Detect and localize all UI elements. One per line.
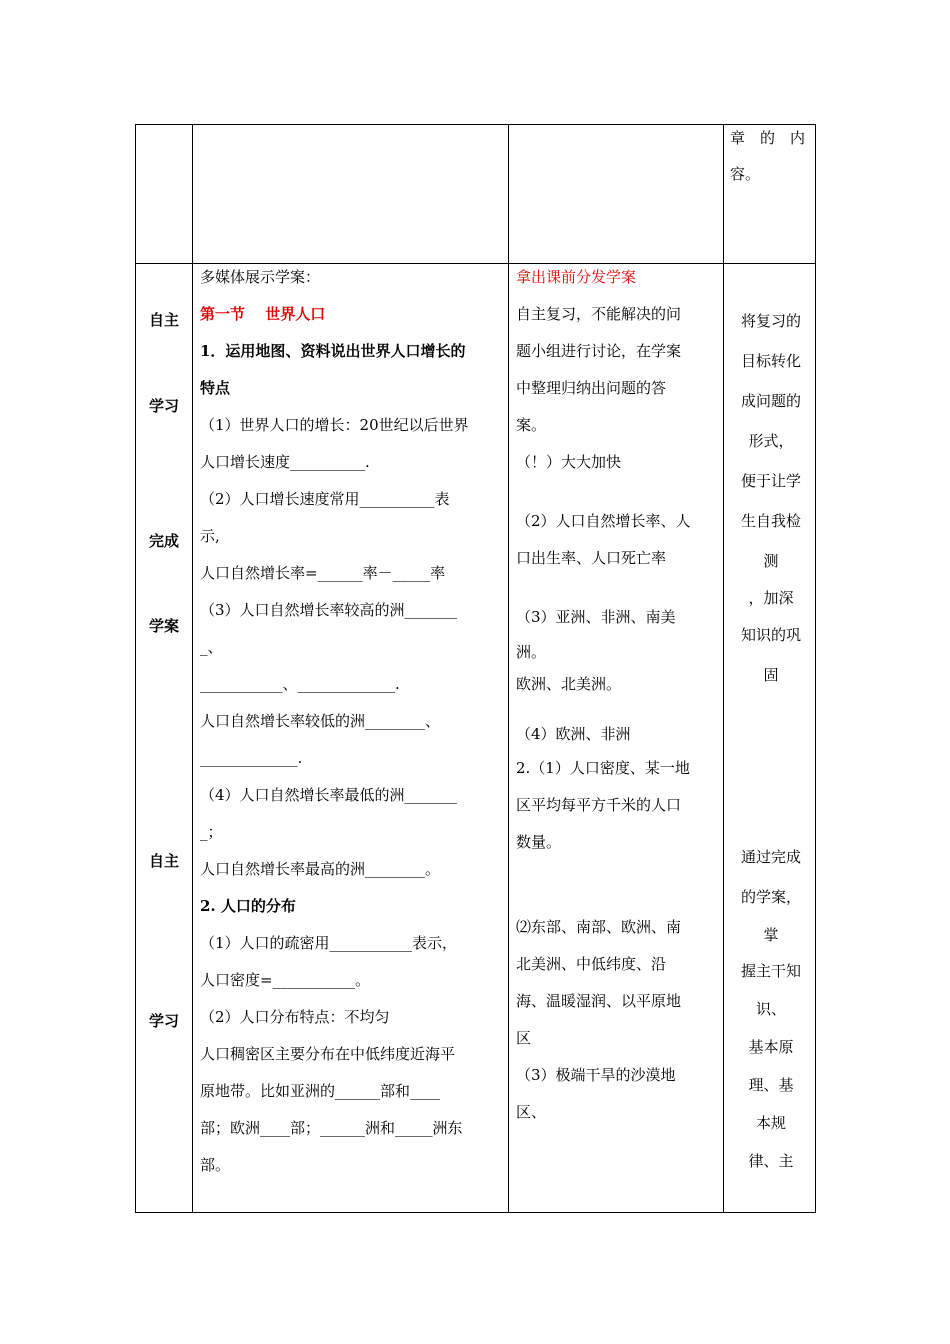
design-intent [730, 301, 812, 1181]
answer-line: 数量。 [516, 833, 562, 851]
intent-line: 目标转化 [740, 352, 801, 370]
worksheet-line: 示, [200, 527, 220, 545]
answer-line: 欧洲、北美洲。 [516, 675, 622, 693]
intent-line: 握主干知 [740, 962, 801, 980]
intent-line: 理、基 [748, 1076, 794, 1094]
table-left-border [135, 124, 136, 1213]
intent-line: 知识的巩 [740, 626, 801, 644]
worksheet-line: _、 [200, 638, 223, 656]
intent-line: 掌 [763, 926, 779, 944]
row-label: 学习 [148, 1012, 179, 1030]
intent-line: 通过完成 [740, 848, 801, 866]
intent-line: 律、主 [748, 1152, 794, 1170]
worksheet-line: （4）人口自然增长率最低的洲_______ [200, 786, 458, 804]
worksheet-line: 人口密度=___________。 [200, 971, 371, 989]
worksheet-line: （2）人口增长速度常用__________表 [200, 490, 450, 508]
answer-line: 题小组进行讨论，在学案 [516, 342, 682, 360]
worksheet-line: （1）人口的疏密用___________表示， [200, 934, 458, 952]
answer-line: （3）极端干旱的沙漠地 [516, 1066, 676, 1084]
worksheet-line: ___________、_____________. [200, 675, 400, 693]
row-label: 学案 [148, 617, 179, 635]
table-right-border [815, 124, 816, 1213]
student-activity [516, 259, 716, 1131]
worksheet-line: 部。 [200, 1156, 231, 1174]
intent-line: 识、 [755, 1000, 786, 1018]
answer-line: （4）欧洲、非洲 [516, 725, 631, 743]
answer-line: 区平均每平方千米的人口 [516, 796, 682, 814]
answer-line: 区、 [516, 1103, 547, 1121]
worksheet-line: 人口稠密区主要分布在中低纬度近海平 [200, 1045, 456, 1063]
worksheet-line: 人口自然增长率最高的洲________。 [200, 860, 441, 878]
worksheet-line: （2）人口分布特点：不均匀 [200, 1008, 390, 1026]
intent-line: 本规 [755, 1114, 786, 1132]
answer-line: （！）大大加快 [516, 453, 622, 471]
intent-line: 基本原 [748, 1038, 794, 1056]
activity-heading: 拿出课前分发学案 [516, 268, 637, 286]
intent-line: 形式， [748, 432, 794, 450]
worksheet-line: 原地带。比如亚洲的______部和____ [200, 1082, 441, 1100]
top-note-line: 章 的 内 [730, 129, 806, 147]
row-label: 自主 [148, 852, 179, 870]
column-divider-3 [723, 124, 724, 1213]
column-divider-1 [192, 124, 193, 1213]
worksheet-line: 人口自然增长率较低的洲________、 [200, 712, 441, 730]
answer-line: 2.（1）人口密度、某一地 [516, 759, 690, 777]
intent-line: ，加深 [748, 589, 794, 607]
question-heading: 1．运用地图、资料说出世界人口增长的 [200, 342, 466, 360]
answer-line: 自主复习，不能解决的问 [516, 305, 682, 323]
question-heading: 2. 人口的分布 [200, 897, 296, 915]
top-row-note [730, 120, 812, 192]
table-bottom-border [135, 1212, 816, 1213]
answer-line: （2）人口自然增长率、人 [516, 512, 691, 530]
answer-line: 海、温暖湿润、以平原地 [516, 992, 682, 1010]
intent-line: 便于让学 [740, 472, 801, 490]
worksheet-line: _____________. [200, 749, 303, 767]
worksheet-line: _； [200, 823, 223, 841]
answer-line: 北美洲、中低纬度、沿 [516, 955, 667, 973]
row-label: 完成 [148, 532, 179, 550]
answer-line: ⑵东部、南部、欧洲、南 [516, 918, 682, 936]
worksheet-line: 部；欧洲____部；______洲和_____洲东 [200, 1119, 463, 1137]
worksheet-line: （3）人口自然增长率较高的洲_______ [200, 601, 458, 619]
answer-line: 区 [516, 1029, 532, 1047]
worksheet-line: 人口自然增长率=______率－_____率 [200, 564, 446, 582]
column-divider-2 [508, 124, 509, 1213]
intent-line: 固 [763, 666, 779, 684]
intent-line: 的学案， [740, 888, 801, 906]
answer-line: 案。 [516, 416, 547, 434]
worksheet-line: 多媒体展示学案： [200, 268, 321, 286]
answer-line: （3）亚洲、非洲、南美 [516, 608, 676, 626]
answer-line: 中整理归纳出问题的答 [516, 379, 667, 397]
row-label: 学习 [148, 397, 179, 415]
section-title: 第一节 世界人口 [200, 305, 326, 323]
intent-line: 成问题的 [740, 392, 801, 410]
intent-line: 生自我检 [740, 512, 801, 530]
intent-line: 将复习的 [740, 312, 801, 330]
top-note-line: 容。 [730, 165, 761, 183]
row-label: 自主 [148, 311, 179, 329]
table-top-border [135, 124, 816, 125]
answer-line: 口出生率、人口死亡率 [516, 549, 667, 567]
intent-line: 测 [763, 552, 779, 570]
question-heading: 特点 [200, 379, 231, 397]
worksheet-line: （1）世界人口的增长：20世纪以后世界 [200, 416, 469, 434]
worksheet-line: 人口增长速度__________. [200, 453, 370, 471]
worksheet-content [200, 259, 502, 1184]
answer-line: 洲。 [516, 643, 547, 661]
